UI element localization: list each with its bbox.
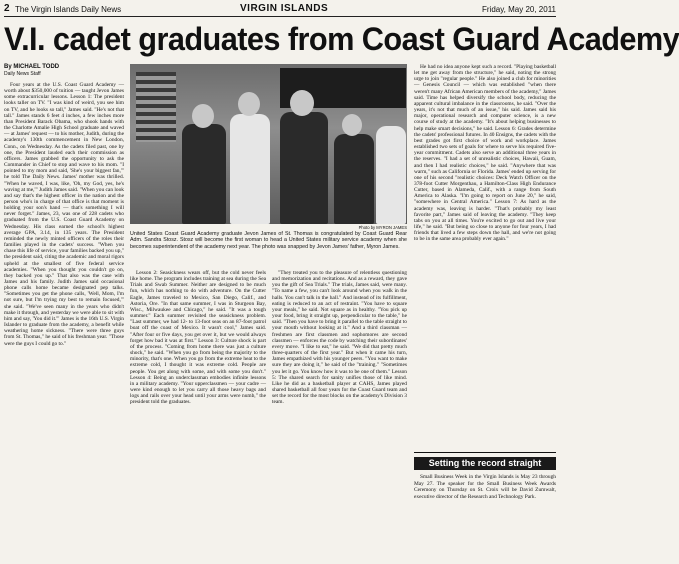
article-text-4: He had no idea anyone kept such a record. "Playing basketball let me get away from the structure," he said, noting the strong urge to join "regular people." He also joined a club for minorities — Genesis Council — which was established "when there weren't many African American members of the academy," James said. Time has helped diversify the school body, reducing the apparent cultural imbalance in the classrooms, he said. "Over the years, it's not that much of an issue," his said. James said his major, operational research and computer science, is a new course of study at the academy. "It's about helping businesses to help make smart decisions," he said. Lesson 6: Grades determine the cadets' professional futures. In 40 Ensigns, the cadets with the best grades got first choice of work and workplace. James established two sets of goals for where to serve his required five-year commitment. Cadets also serve an additional three years in the reserves. "I had a set of unrealistic choices, Hawaii, Guam, and then I had realistic choices," he said. "Anywhere that was warm," such as California or Florida. James' ended up serving for one of his second "realistic choices: Deck Watch Officer on the 378-foot Cutter Morgenthau, a Hamilton-Class High Endurance Cutter, based in Alameda, Calif., with a range from South America to Alaska. "I'm going to report on June 20," he said, "somewhere in Central America." Lesson 7: As hard as the academy was, leaving is harder. "That's probably my least favorite part," James said of leaving the academy. "They keep tabs on you at all times. You're excited to go out and live your life," he said. "But being so close to anyone for four years, I had friends that lived a few steps down the hall, and we're not going to be in the same area probably ever again." xyxy=(414,64,556,243)
issue-date: Friday, May 20, 2011 xyxy=(482,5,556,14)
headline: V.I. cadet graduates from Coast Guard Academy xyxy=(4,21,679,57)
article-text-1: Four years at the U.S. Coast Guard Academy — worth about $350,000 of tuition — taught Jevon James some extracurricular lessons. Lesson 1: The president looks taller on TV. "I was kind of weird, you see him on TV, and he looks so tall," James said. "He's not that tall." James stands 6 feet 4 inches, a few inches more than President Barack Obama, who shook hands with the Charlotte Amalie High School graduate and waved — at James' request — to his mother, Judith, during the academy's 130th commencement in New London, Conn., on Wednesday. As the cadets filed past, one by one, the President lauded each their commission as officers. James grabbed the opportunity to ask the Commander in Chief to stop and wave to his mom. "I pointed to my mom and said, 'She's your biggest fan,'" he told The Daily News. James' mother was thrilled. "When he waved, I was, like, 'Oh, my God, yes, he's waving at me,'" Judith James said. "When you can look and say that's the highest officer in the nation and the person who's in charge of that office is that moment is holding your son's hand — that's something I will never forget." James, 23, was one of 228 cadets who graduated from the U.S. Coast Guard Academy on Wednesday. His class earned the school's highest average GPA, 3.14, in 135 years. The President reminded the newly minted officers of the roles their families played in the cadets' success. "When you chase this life of service, your families backed you up," the president said, citing the academic and moral rigors upheld at the smallest of five federal service academies. "When you thought you couldn't go on, they backed you up." That also was the case with James and his family. Judith James said occasional phone calls home became designated pep talks. "Sometimes you get the phone calls, 'Well, Mom, I'm not sure, but I'm trying my best to remain focused,'" she said. "We've seen many in the years who didn't make it through, and yesterday we were able to sit with him and say, 'You did it.'" James is the 16th U.S. Virgin Islander to graduate from the academy, a benefit while weathering home sickness. "There were three guys from St. Thomas," he said of his freshman year. "Those were the guys I could go to." xyxy=(4,82,124,347)
photo-caption: United States Coast Guard Academy graduate Jevon James of St. Thomas is congratulated by Coast Guard Rear Adm. Sandra Stosz. Stosz will become the first woman to head a United States military service academy when she becomes superintendent of the academy next year. The photo was snapped by Jevon James' father, Myron James. xyxy=(130,231,407,250)
byline-staff: Daily News Staff xyxy=(4,71,41,77)
masthead xyxy=(4,2,556,17)
article-column-1 xyxy=(4,64,124,560)
correction-box xyxy=(414,452,556,561)
correction-title: Setting the record straight xyxy=(414,457,556,470)
article-text-2: Lesson 2: Seasickness wears off, but the cold never feels like home. The program includes training at sea during the Sea Trials and Swab Summer. Neither are designed to be much fun, which has nothing to do with adventure. On the Cutter Eagle, James traveled to Mexico, San Diego, Calif., and Astoria, Ore. "In that same summer, I was in Sturgeon Bay, Wisc., Milwaukee and Chicago," he said. "It was a tough summer." Each summer revisited the seasickness problem. "Last summer, we had 12- to 13-foot seas on an 87-foot patrol boat off the coast of Mexico. It wasn't cool," James said. "After four or five days, you get over it, but we would always forget how bad it was at first." Lesson 3: Culture shock is part of the process. "Coming from home there was just a culture shock," he said. "When you go from being the majority to the minority, that's one. When you go from the extreme heat to the extreme cold, I thought it was extreme cold. People are people. You get along with some, and with some you don't." Lesson 4: Being an underclassman embodies infinite lessons in a military academy. "Your upperclassmen — your cadre — were kind enough to let you carry all those heavy bags and logs and rails over your head until your arms were numb," the president told the graduates. xyxy=(130,270,266,406)
correction-text: Small Business Week in the Virgin Islands is May 23 through May 27. The speaker for the Small Business Week Awards Ceremony on Thursday on St. Croix will be David Zumwalt, executive director of the Research and Technology Park. xyxy=(414,474,556,500)
news-photo xyxy=(130,64,407,224)
page-number: 2 xyxy=(4,3,10,14)
paper-name: The Virgin Islands Daily News xyxy=(15,5,122,14)
article-text-3: "They treated you to the pleasure of relentless questioning and memorization and recitations. And as a reward, they gave you the gift of Sea Trials." The trials, James said, were many. "To name a few, you can't look around when you walk in the halls. You can't talk in the hall." And instead of its fulfillment, eating is reduced to an act of restraint. "You have to square your meals," he said. Not square as in healthy. "You pick up your food, bring it straight up, perpendicular to the table," he said. "Then you have to bring it parallel to the table straight to your mouth without looking at it." And a third classman — freshmen are first classmen and sophomores are second classmen — enforces the code by watching their subordinates' every move. "I like to eat," he said. "We did that pretty much three-quarters of the first year." But when it came his turn, James empathized with his younger peers. "You want to make sure they are doing it," he said of the "training." "Sometimes you let it go. You know how it was to be one of them." Lesson 5: The shared search for sanity unifies those of like mind. Like he did as a basketball player at CAHS, James played shared basketball all four years for the Coast Guard team and set the record for the most blocks on the academy's Division 3 team. xyxy=(272,270,407,406)
section-label: VIRGIN ISLANDS xyxy=(240,3,329,14)
photo-credit: Photo by MYRON JAMES xyxy=(358,225,407,230)
byline: By MICHAEL TODD xyxy=(4,64,60,70)
article-column-3 xyxy=(272,270,407,560)
article-column-4 xyxy=(414,64,556,450)
article-column-2 xyxy=(130,270,266,560)
